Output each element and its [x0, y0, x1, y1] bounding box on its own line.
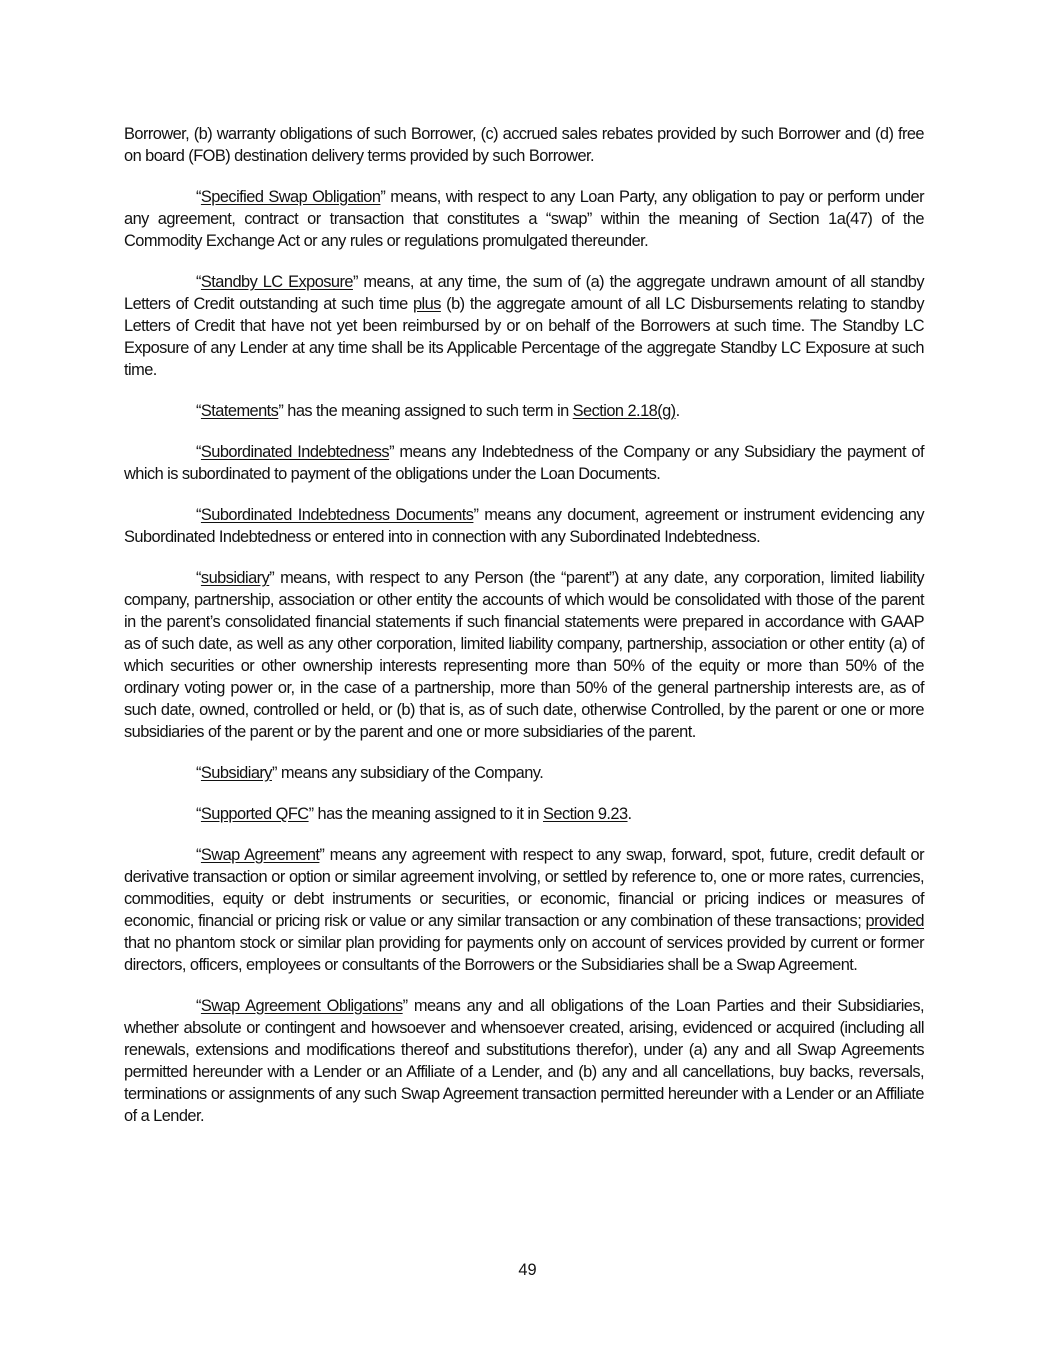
close-quote: ”	[278, 402, 284, 420]
defined-term: subsidiary	[200, 569, 270, 587]
underlined-word: plus	[412, 295, 441, 313]
definition-swap-agreement	[124, 844, 924, 976]
open-quote: “	[196, 846, 201, 864]
defined-term: Subordinated Indebtedness Documents	[200, 506, 474, 524]
definition-text: means, at any time, the sum of (a) the aggregate undrawn amount of all standby Letters of Credit outstanding at such time	[124, 273, 924, 313]
definition-text: means any subsidiary of the Company.	[276, 764, 544, 782]
definition-text: means, with respect to any Loan Party, any obligation to pay or perform under any agreement, contract or transaction that constitutes a “swap” within the meaning of Section 1a(47) of the Commodity Exchange Act or any rules or regulations promulgated thereunder.	[124, 188, 924, 250]
definition-text: means any Indebtedness of the Company or any Subsidiary the payment of which is subordinated to payment of the obligations under the Loan Documents.	[124, 443, 924, 483]
defined-term: Subordinated Indebtedness	[200, 443, 390, 461]
close-quote: ”	[271, 764, 277, 782]
defined-term: Statements	[200, 402, 279, 420]
defined-term: Swap Agreement	[200, 846, 320, 864]
close-quote: ”	[308, 805, 314, 823]
definition-text: .	[627, 805, 632, 823]
close-quote: ”	[389, 443, 394, 461]
open-quote: “	[196, 764, 201, 782]
definition-text: means any and all obligations of the Loan Parties and their Subsidiaries, whether absolute or contingent and howsoever and whensoever created, arising, evidenced or acquired (including all renewals, extensions and modifications thereof and substitutions therefor), under (a) any and all Swap Agreements permitted hereunder with a Lender or an Affiliate of a Lender, and (b) any and all cancellations, buy backs, reversals, terminations or assignments of any such Swap Agreement transaction permitted hereunder with a Lender or an Affiliate of a Lender.	[124, 997, 924, 1125]
defined-term: Swap Agreement Obligations	[200, 997, 403, 1015]
defined-term: Specified Swap Obligation	[200, 188, 381, 206]
definition-text: means, with respect to any Person (the “parent”) at any date, any corporation, limited liability company, partnership, association or other entity the accounts of which would be consolidated with those of the parent in the parent’s consolidated financial statements if such financial statements were prepared in accordance with GAAP as of such date, as well as any other corporation, limited liability company, partnership, association or other entity (a) of which securities or other ownership interests representing more than 50% of the equity or more than 50% of the ordinary voting power or, in the case of a partnership, more than 50% of the general partnership interests are, as of such date, owned, controlled or held, or (b) that is, as of such date, otherwise Controlled, by the parent or one or more subsidiaries of the parent or by the parent and one or more subsidiaries of the parent.	[124, 569, 924, 741]
definition-text: has the meaning assigned to it in	[313, 805, 543, 823]
close-quote: ”	[269, 569, 275, 587]
open-quote: “	[196, 273, 201, 291]
definition-text: has the meaning assigned to such term in	[283, 402, 573, 420]
close-quote: ”	[319, 846, 325, 864]
underlined-word: provided	[865, 912, 924, 930]
definition-statements	[124, 400, 924, 422]
definition-text: .	[675, 402, 680, 420]
definition-swap-agreement-obligations	[124, 995, 924, 1127]
defined-term: Supported QFC	[200, 805, 309, 823]
open-quote: “	[196, 997, 201, 1015]
open-quote: “	[196, 443, 201, 461]
definition-text: that no phantom stock or similar plan providing for payments only on account of services provided by current or former directors, officers, employees or consultants of the Borrowers or the Subsidiaries shall be a Swap Agreement.	[124, 934, 924, 974]
definition-subordinated-indebtedness	[124, 441, 924, 485]
open-quote: “	[196, 569, 201, 587]
defined-term: Subsidiary	[200, 764, 272, 782]
definition-standby-lc-exposure	[124, 271, 924, 381]
definition-text: means any document, agreement or instrument evidencing any Subordinated Indebtedness or entered into in connection with any Subordinated Indebtedness.	[124, 506, 924, 546]
definition-specified-swap-obligation	[124, 186, 924, 252]
defined-term: Standby LC Exposure	[200, 273, 353, 291]
open-quote: “	[196, 402, 201, 420]
document-body	[124, 123, 924, 1146]
open-quote: “	[196, 506, 201, 524]
page-number: 49	[518, 1261, 537, 1279]
open-quote: “	[196, 188, 201, 206]
close-quote: ”	[473, 506, 479, 524]
close-quote: ”	[380, 188, 386, 206]
section-reference: Section 2.18(g)	[572, 402, 676, 420]
definition-subsidiary	[124, 762, 924, 784]
open-quote: “	[196, 805, 201, 823]
paragraph-text: Borrower, (b) warranty obligations of such Borrower, (c) accrued sales rebates provided by such Borrower and (d) free on board (FOB) destination delivery terms provided by such Borrower.	[124, 125, 924, 165]
definition-supported-qfc	[124, 803, 924, 825]
definition-text: (b) the aggregate amount of all LC Disbursements relating to standby Letters of Credit that have not yet been reimbursed by or on behalf of the Borrowers at such time. The Standby LC Exposure of any Lender at any time shall be its Applicable Percentage of the aggregate Standby LC Exposure at such time.	[124, 295, 924, 379]
definition-text: means any agreement with respect to any swap, forward, spot, future, credit default or derivative transaction or option or similar agreement involving, or settled by reference to, one or more rates, currencies, commodities, equity or debt instruments or securities, or economic, financial or pricing indices or measures of economic, financial or pricing risk or value or any similar transaction or any combination of these transactions;	[124, 846, 924, 930]
section-reference: Section 9.23	[543, 805, 628, 823]
close-quote: ”	[352, 273, 358, 291]
paragraph-borrower-continuation	[124, 123, 924, 167]
close-quote: ”	[402, 997, 408, 1015]
definition-subordinated-indebtedness-documents	[124, 504, 924, 548]
definition-subsidiary-lowercase	[124, 567, 924, 743]
